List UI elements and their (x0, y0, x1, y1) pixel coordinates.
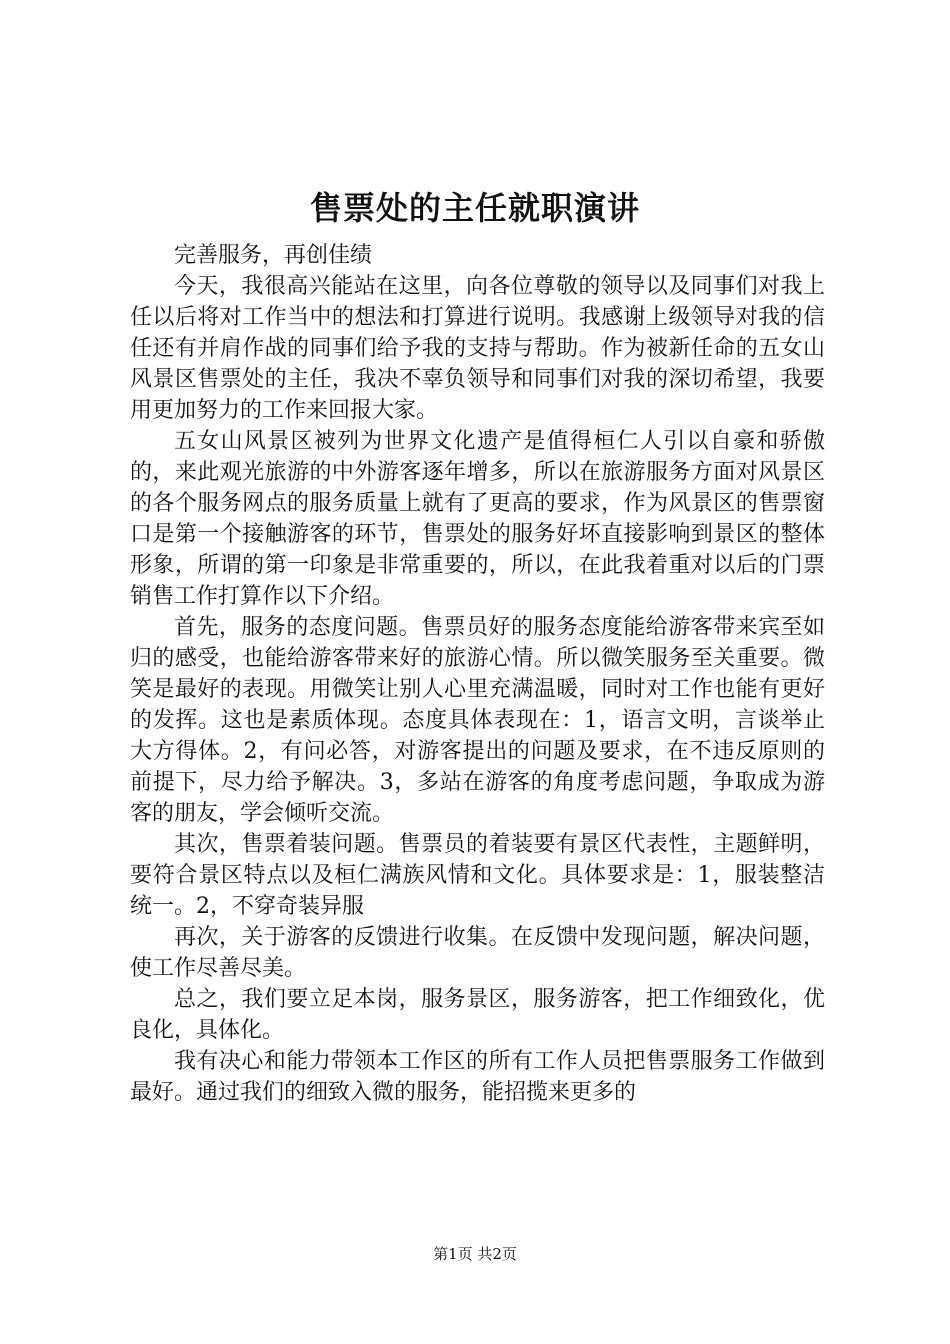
paragraph: 五女山风景区被列为世界文化遗产是值得桓仁人引以自豪和骄傲的，来此观光旅游的中外游客逐年增多，所以在旅游服务方面对风景区的各个服务网点的服务质量上就有了更高的要求，作为风景区的售票窗口是第一个接触游客的环节，售票处的服务好坏直接影响到景区的整体形象，所谓的第一印象是非常重要的，所以，在此我着重对以后的门票销售工作打算作以下介绍。 (130, 429, 825, 609)
paragraph: 首先，服务的态度问题。售票员好的服务态度能给游客带来宾至如归的感受，也能给游客带来好的旅游心情。所以微笑服务至关重要。微笑是最好的表现。用微笑让别人心里充满温暖，同时对工作也能有更好的发挥。这也是素质体现。态度具体表现在：1，语言文明，言谈举止大方得体。2，有问必答，对游客提出的问题及要求，在不违反原则的前提下，尽力给予解决。3，多站在游客的角度考虑问题，争取成为游客的朋友，学会倾听交流。 (130, 615, 825, 826)
paragraph: 其次，售票着装问题。售票员的着装要有景区代表性，主题鲜明，要符合景区特点以及桓仁满族风情和文化。具体要求是：1，服装整洁统一。2，不穿奇装异服 (130, 832, 825, 919)
page-footer: 第1页 共2页 (433, 1245, 517, 1263)
document-body (130, 240, 825, 1108)
paragraph-subtitle: 完善服务，再创佳绩 (174, 243, 373, 268)
paragraph: 今天，我很高兴能站在这里，向各位尊敬的领导以及同事们对我上任以后将对工作当中的想法和打算进行说明。我感谢上级领导对我的信任还有并肩作战的同事们给予我的支持与帮助。作为被新任命的五女山风景区售票处的主任，我决不辜负领导和同事们对我的深切希望，我要用更加努力的工作来回报大家。 (130, 274, 825, 423)
paragraph: 再次，关于游客的反馈进行收集。在反馈中发现问题，解决问题，使工作尽善尽美。 (130, 925, 825, 981)
document-title: 售票处的主任就职演讲 (309, 189, 640, 227)
paragraph: 总之，我们要立足本岗，服务景区，服务游客，把工作细致化，优良化，具体化。 (130, 987, 825, 1043)
paragraph: 我有决心和能力带领本工作区的所有工作人员把售票服务工作做到最好。通过我们的细致入微的服务，能招揽来更多的 (130, 1049, 825, 1105)
